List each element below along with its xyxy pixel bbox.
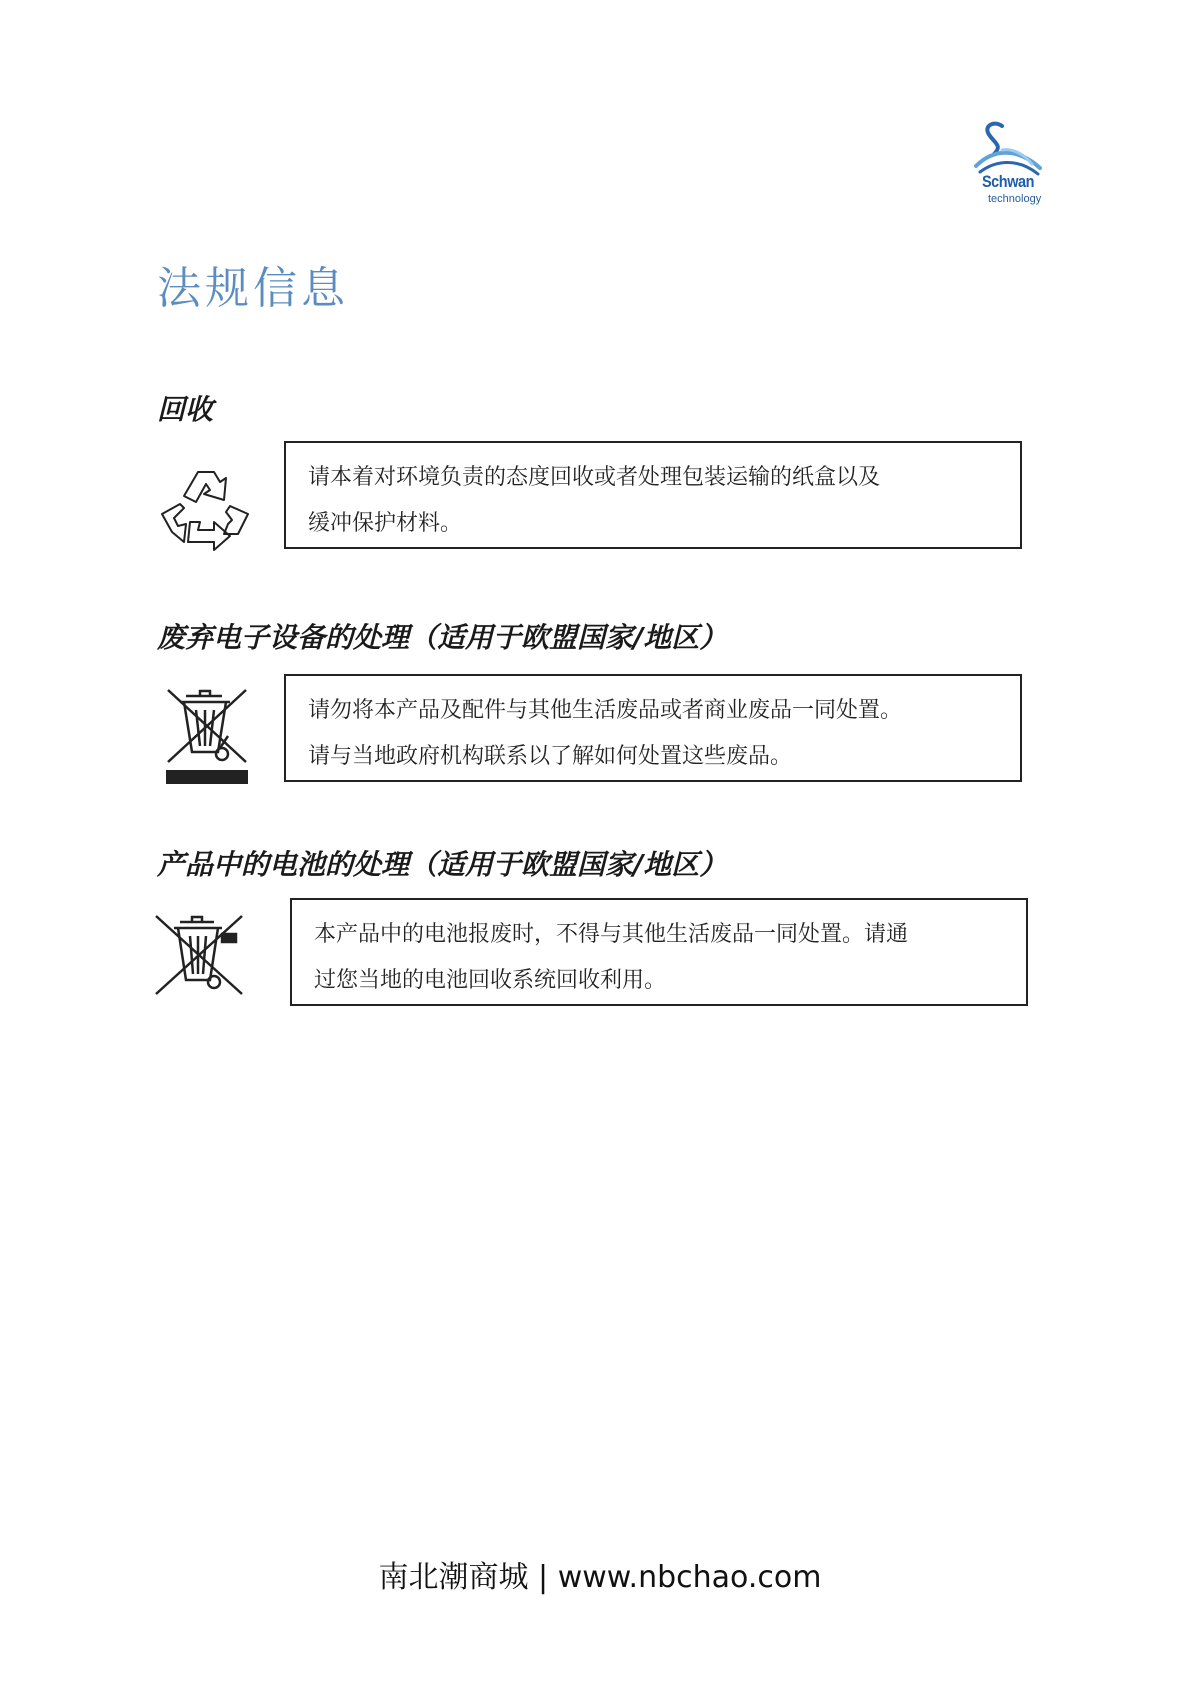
section-title-weee: 废弃电子设备的处理（适用于欧盟国家/地区） — [157, 621, 728, 654]
recycle-icon — [154, 460, 256, 556]
weee-crossed-bin-icon — [162, 680, 252, 788]
section-title-recycling: 回收 — [157, 393, 214, 426]
page-title: 法规信息 — [157, 263, 349, 314]
company-logo — [958, 120, 1058, 212]
recycling-notice-line-1: 请本着对环境负责的态度回收或者处理包装运输的纸盒以及 — [308, 465, 881, 490]
recycling-notice-box — [284, 441, 1022, 549]
footer-watermark: 南北潮商城 | www.nbchao.com — [378, 1560, 822, 1595]
battery-notice-box — [290, 898, 1028, 1006]
weee-notice-line-2: 请与当地政府机构联系以了解如何处置这些废品。 — [308, 744, 793, 769]
logo-subtitle-text: technology — [988, 193, 1042, 205]
battery-notice-line-1: 本产品中的电池报废时，不得与其他生活废品一同处置。请通 — [314, 922, 909, 947]
swan-logo-icon — [972, 120, 1044, 176]
logo-brand-text: Schwan — [981, 172, 1035, 191]
weee-notice-box — [284, 674, 1022, 782]
battery-crossed-bin-icon — [152, 912, 246, 998]
weee-notice-line-1: 请勿将本产品及配件与其他生活废品或者商业废品一同处置。 — [308, 698, 903, 723]
recycling-notice-line-2: 缓冲保护材料。 — [308, 511, 463, 536]
section-title-battery: 产品中的电池的处理（适用于欧盟国家/地区） — [157, 848, 728, 881]
battery-notice-line-2: 过您当地的电池回收系统回收利用。 — [314, 968, 667, 993]
